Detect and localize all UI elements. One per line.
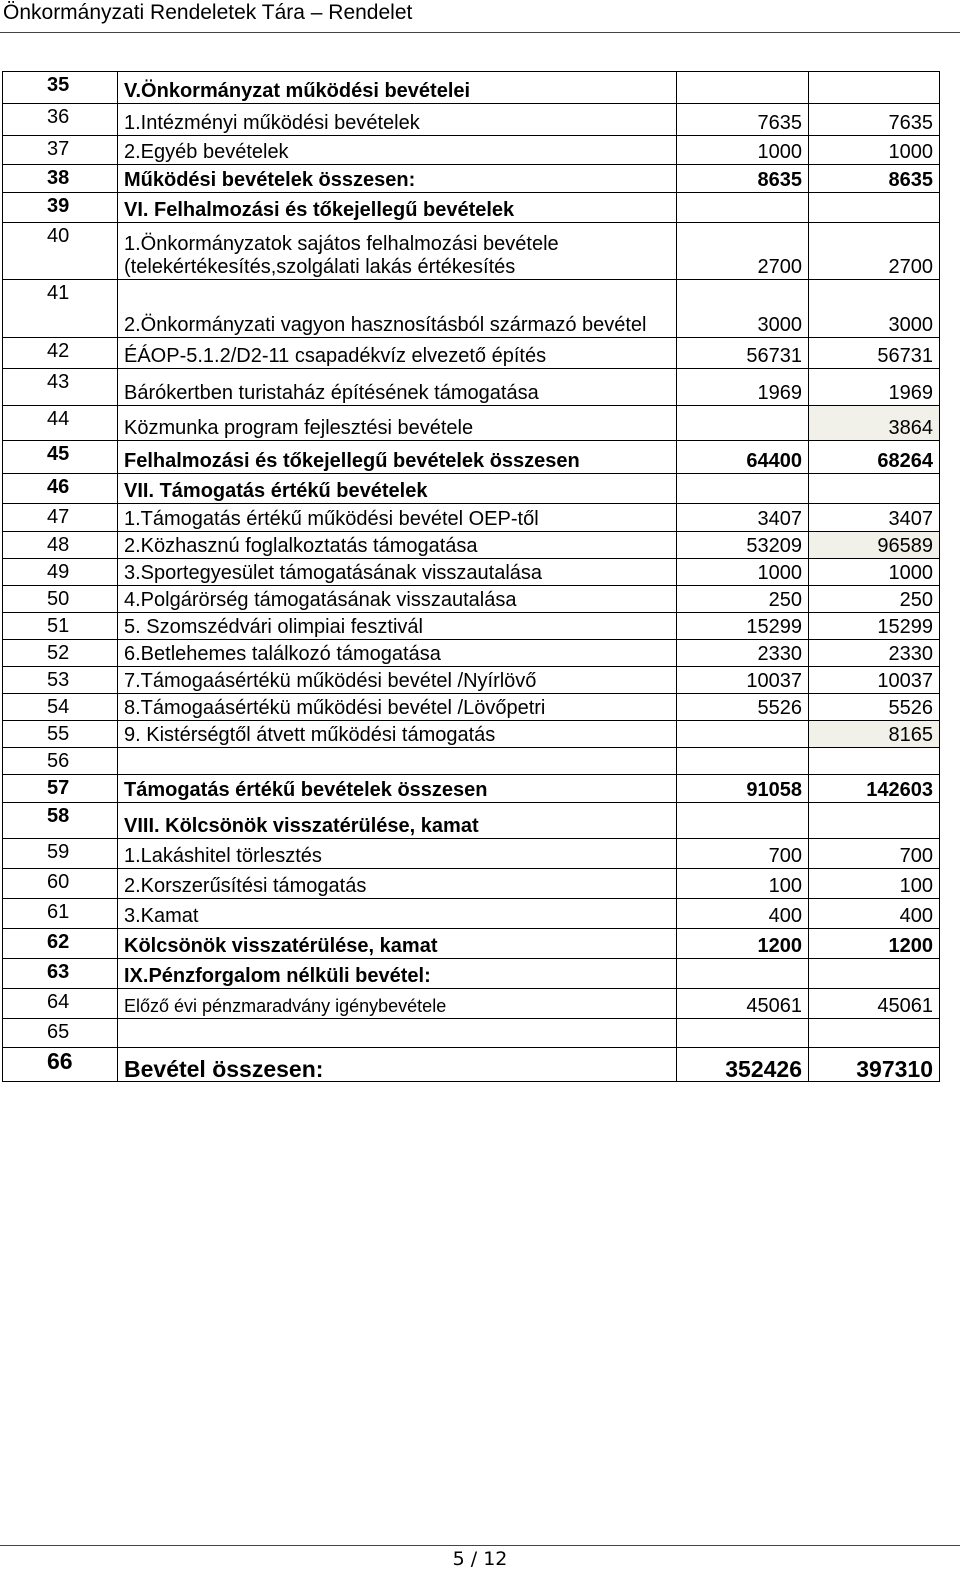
table-row bbox=[3, 338, 940, 369]
row-original-value: 3000 bbox=[677, 280, 809, 338]
row-modified-value bbox=[809, 193, 940, 223]
row-number: 59 bbox=[3, 839, 118, 869]
row-description: Felhalmozási és tőkejellegű bevételek összesen bbox=[118, 441, 677, 474]
row-number: 47 bbox=[3, 504, 118, 532]
row-number: 48 bbox=[3, 532, 118, 559]
table-row bbox=[3, 165, 940, 193]
row-modified-value: 3407 bbox=[809, 504, 940, 532]
table-row bbox=[3, 694, 940, 721]
row-original-value bbox=[677, 1019, 809, 1048]
row-original-value bbox=[677, 72, 809, 104]
row-modified-value bbox=[809, 803, 940, 839]
row-number: 40 bbox=[3, 223, 118, 280]
row-description bbox=[118, 748, 677, 775]
table-row bbox=[3, 532, 940, 559]
page-number: 5 / 12 bbox=[452, 1548, 508, 1570]
table-row bbox=[3, 406, 940, 441]
row-modified-value: 397310 bbox=[809, 1048, 940, 1082]
row-description: VI. Felhalmozási és tőkejellegű bevételek bbox=[118, 193, 677, 223]
row-modified-value: 2700 bbox=[809, 223, 940, 280]
table-row bbox=[3, 613, 940, 640]
row-number: 53 bbox=[3, 667, 118, 694]
table-row bbox=[3, 474, 940, 504]
row-modified-value: 10037 bbox=[809, 667, 940, 694]
row-original-value: 352426 bbox=[677, 1048, 809, 1082]
row-original-value: 250 bbox=[677, 586, 809, 613]
row-description: V.Önkormányzat működési bevételei bbox=[118, 72, 677, 104]
row-number: 36 bbox=[3, 104, 118, 136]
row-number: 41 bbox=[3, 280, 118, 338]
row-modified-value: 3864 bbox=[809, 406, 940, 441]
row-description: 1.Intézményi működési bevételek bbox=[118, 104, 677, 136]
row-original-value: 56731 bbox=[677, 338, 809, 369]
footer-rule bbox=[0, 1545, 960, 1546]
row-number: 46 bbox=[3, 474, 118, 504]
row-description: Kölcsönök visszatérülése, kamat bbox=[118, 929, 677, 959]
row-number: 52 bbox=[3, 640, 118, 667]
row-description: 9. Kistérségtől átvett működési támogatás bbox=[118, 721, 677, 748]
row-original-value: 5526 bbox=[677, 694, 809, 721]
row-number: 50 bbox=[3, 586, 118, 613]
row-number: 42 bbox=[3, 338, 118, 369]
table-row bbox=[3, 280, 940, 338]
table-row bbox=[3, 775, 940, 803]
row-number: 38 bbox=[3, 165, 118, 193]
row-modified-value: 1000 bbox=[809, 136, 940, 165]
row-number: 57 bbox=[3, 775, 118, 803]
row-original-value: 10037 bbox=[677, 667, 809, 694]
table-row bbox=[3, 559, 940, 586]
row-number: 63 bbox=[3, 959, 118, 989]
table-row bbox=[3, 748, 940, 775]
row-modified-value: 8635 bbox=[809, 165, 940, 193]
table-row bbox=[3, 369, 940, 406]
row-description: ÉÁOP-5.1.2/D2-11 csapadékvíz elvezető építés bbox=[118, 338, 677, 369]
row-modified-value: 700 bbox=[809, 839, 940, 869]
row-original-value: 3407 bbox=[677, 504, 809, 532]
row-number: 65 bbox=[3, 1019, 118, 1048]
row-description: IX.Pénzforgalom nélküli bevétel: bbox=[118, 959, 677, 989]
row-description: 7.Támogaásértékü működési bevétel /Nyírlövő bbox=[118, 667, 677, 694]
row-number: 35 bbox=[3, 72, 118, 104]
revenue-table bbox=[2, 71, 940, 1082]
row-modified-value: 5526 bbox=[809, 694, 940, 721]
row-modified-value bbox=[809, 959, 940, 989]
row-description: Támogatás értékű bevételek összesen bbox=[118, 775, 677, 803]
table-row bbox=[3, 667, 940, 694]
row-modified-value: 68264 bbox=[809, 441, 940, 474]
row-original-value bbox=[677, 959, 809, 989]
row-original-value: 91058 bbox=[677, 775, 809, 803]
row-modified-value bbox=[809, 748, 940, 775]
row-modified-value bbox=[809, 1019, 940, 1048]
row-original-value: 1200 bbox=[677, 929, 809, 959]
row-description: 6.Betlehemes találkozó támogatása bbox=[118, 640, 677, 667]
row-number: 37 bbox=[3, 136, 118, 165]
row-number: 44 bbox=[3, 406, 118, 441]
table-row bbox=[3, 989, 940, 1019]
row-description: VIII. Kölcsönök visszatérülése, kamat bbox=[118, 803, 677, 839]
row-original-value: 53209 bbox=[677, 532, 809, 559]
row-original-value bbox=[677, 721, 809, 748]
row-original-value bbox=[677, 748, 809, 775]
row-original-value: 2330 bbox=[677, 640, 809, 667]
table-row bbox=[3, 899, 940, 929]
row-number: 55 bbox=[3, 721, 118, 748]
table-row bbox=[3, 72, 940, 104]
row-original-value bbox=[677, 474, 809, 504]
document-header bbox=[0, 0, 960, 33]
row-number: 39 bbox=[3, 193, 118, 223]
row-number: 49 bbox=[3, 559, 118, 586]
row-number: 56 bbox=[3, 748, 118, 775]
table-row bbox=[3, 193, 940, 223]
row-original-value: 1969 bbox=[677, 369, 809, 406]
row-number: 51 bbox=[3, 613, 118, 640]
row-description: 3.Sportegyesület támogatásának visszautalása bbox=[118, 559, 677, 586]
row-modified-value bbox=[809, 72, 940, 104]
row-modified-value: 56731 bbox=[809, 338, 940, 369]
row-modified-value: 100 bbox=[809, 869, 940, 899]
row-original-value: 1000 bbox=[677, 136, 809, 165]
row-description: 1.Önkormányzatok sajátos felhalmozási bevétele (telekértékesítés,szolgálati lakás értékesítés bbox=[118, 223, 677, 280]
table-row bbox=[3, 136, 940, 165]
table-row bbox=[3, 839, 940, 869]
row-modified-value: 7635 bbox=[809, 104, 940, 136]
table-body bbox=[3, 72, 940, 1082]
row-modified-value: 1200 bbox=[809, 929, 940, 959]
row-original-value: 100 bbox=[677, 869, 809, 899]
table-row bbox=[3, 223, 940, 280]
row-number: 54 bbox=[3, 694, 118, 721]
row-description: 3.Kamat bbox=[118, 899, 677, 929]
row-number: 58 bbox=[3, 803, 118, 839]
table-row bbox=[3, 104, 940, 136]
row-modified-value: 142603 bbox=[809, 775, 940, 803]
table-row bbox=[3, 1019, 940, 1048]
table-row bbox=[3, 929, 940, 959]
row-original-value: 8635 bbox=[677, 165, 809, 193]
row-description: 2.Közhasznú foglalkoztatás támogatása bbox=[118, 532, 677, 559]
row-modified-value: 96589 bbox=[809, 532, 940, 559]
row-original-value: 15299 bbox=[677, 613, 809, 640]
row-description: Bárókertben turistaház építésének támogatása bbox=[118, 369, 677, 406]
row-modified-value bbox=[809, 474, 940, 504]
row-original-value: 64400 bbox=[677, 441, 809, 474]
row-description: 8.Támogaásértékü működési bevétel /Lövőpetri bbox=[118, 694, 677, 721]
row-modified-value: 2330 bbox=[809, 640, 940, 667]
row-modified-value: 400 bbox=[809, 899, 940, 929]
table-row bbox=[3, 959, 940, 989]
row-number: 61 bbox=[3, 899, 118, 929]
row-modified-value: 1969 bbox=[809, 369, 940, 406]
table-row bbox=[3, 640, 940, 667]
row-original-value: 700 bbox=[677, 839, 809, 869]
table-row bbox=[3, 803, 940, 839]
row-original-value bbox=[677, 803, 809, 839]
table-row bbox=[3, 586, 940, 613]
row-description: Előző évi pénzmaradvány igénybevétele bbox=[118, 989, 677, 1019]
row-number: 62 bbox=[3, 929, 118, 959]
row-description: 1.Támogatás értékű működési bevétel OEP-től bbox=[118, 504, 677, 532]
row-number: 60 bbox=[3, 869, 118, 899]
row-original-value: 2700 bbox=[677, 223, 809, 280]
row-description: VII. Támogatás értékű bevételek bbox=[118, 474, 677, 504]
row-original-value: 7635 bbox=[677, 104, 809, 136]
row-description bbox=[118, 1019, 677, 1048]
table-row bbox=[3, 441, 940, 474]
row-original-value: 400 bbox=[677, 899, 809, 929]
row-description: 1.Lakáshitel törlesztés bbox=[118, 839, 677, 869]
table-row bbox=[3, 504, 940, 532]
row-modified-value: 8165 bbox=[809, 721, 940, 748]
row-number: 43 bbox=[3, 369, 118, 406]
row-description: Bevétel összesen: bbox=[118, 1048, 677, 1082]
table-row bbox=[3, 1048, 940, 1082]
row-description: 2.Korszerűsítési támogatás bbox=[118, 869, 677, 899]
row-modified-value: 15299 bbox=[809, 613, 940, 640]
row-modified-value: 3000 bbox=[809, 280, 940, 338]
row-original-value bbox=[677, 406, 809, 441]
row-original-value bbox=[677, 193, 809, 223]
row-description: 2.Önkormányzati vagyon hasznosításból származó bevétel bbox=[118, 280, 677, 338]
row-modified-value: 250 bbox=[809, 586, 940, 613]
row-original-value: 45061 bbox=[677, 989, 809, 1019]
row-number: 64 bbox=[3, 989, 118, 1019]
row-description: 4.Polgárörség támogatásának visszautalása bbox=[118, 586, 677, 613]
table-row bbox=[3, 721, 940, 748]
row-original-value: 1000 bbox=[677, 559, 809, 586]
row-description: Közmunka program fejlesztési bevétele bbox=[118, 406, 677, 441]
table-row bbox=[3, 869, 940, 899]
row-description: 2.Egyéb bevételek bbox=[118, 136, 677, 165]
document-title: Önkormányzati Rendeletek Tára – Rendelet bbox=[3, 1, 413, 24]
row-modified-value: 45061 bbox=[809, 989, 940, 1019]
row-modified-value: 1000 bbox=[809, 559, 940, 586]
row-description: 5. Szomszédvári olimpiai fesztivál bbox=[118, 613, 677, 640]
row-number: 66 bbox=[3, 1048, 118, 1082]
row-number: 45 bbox=[3, 441, 118, 474]
row-description: Működési bevételek összesen: bbox=[118, 165, 677, 193]
